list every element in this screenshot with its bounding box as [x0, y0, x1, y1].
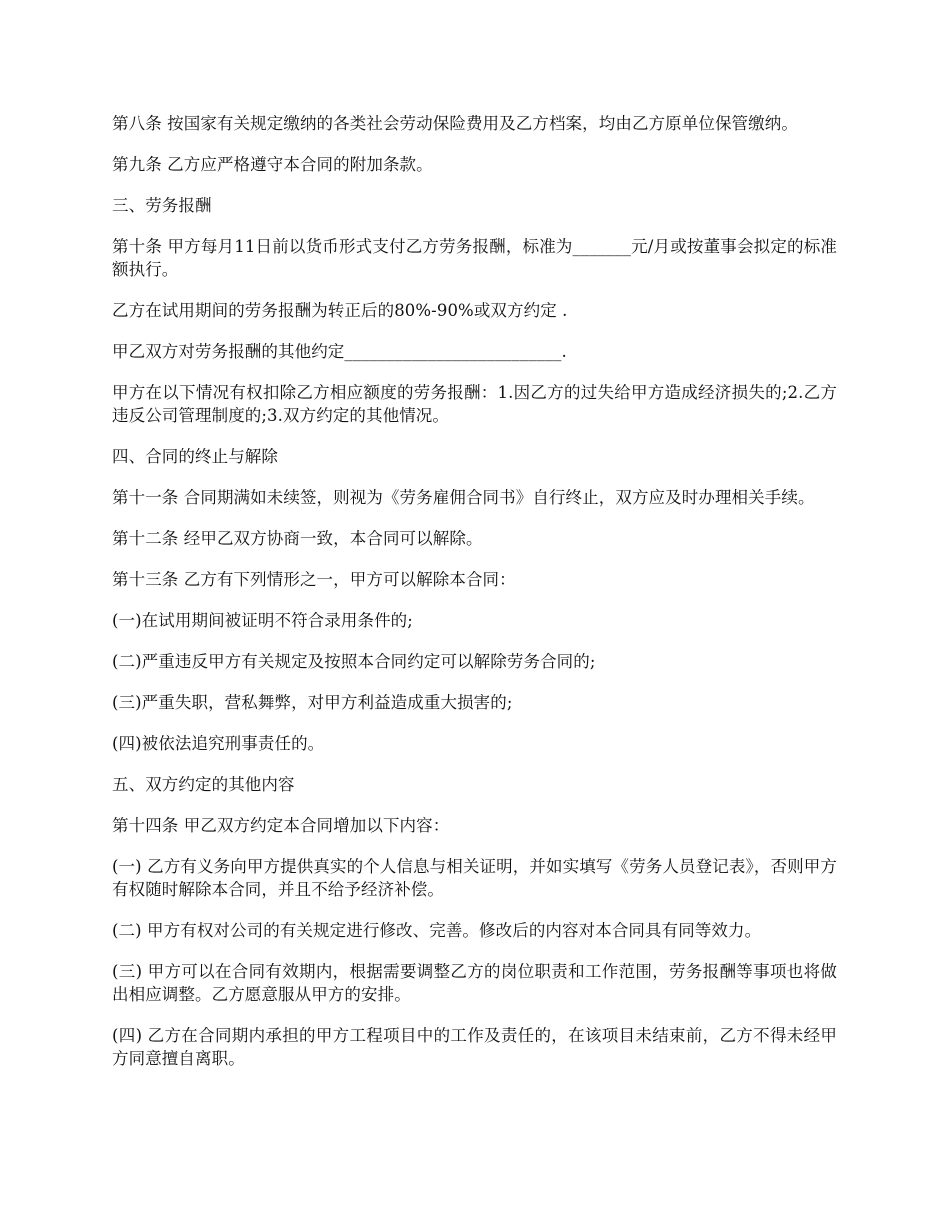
list-item: (三) 甲方可以在合同有效期内，根据需要调整乙方的岗位职责和工作范围，劳务报酬等事项也将做出相应调整。乙方愿意服从甲方的安排。: [112, 962, 837, 1004]
section-heading-other: 五、双方约定的其他内容: [112, 775, 295, 794]
list-item: (一) 乙方有义务向甲方提供真实的个人信息与相关证明，并如实填写《劳务人员登记表》，否则甲方有权随时解除本合同，并且不给予经济补偿。: [112, 857, 837, 899]
article-9: 第九条 乙方应严格遵守本合同的附加条款。: [112, 155, 433, 174]
document-body: [112, 112, 837, 1088]
article-14: 第十四条 甲乙双方约定本合同增加以下内容：: [112, 816, 450, 835]
list-item: (四)被依法追究刑事责任的。: [112, 734, 325, 753]
list-item: (二) 甲方有权对公司的有关规定进行修改、完善。修改后的内容对本合同具有同等效力。: [112, 921, 762, 940]
probation-remuneration: 乙方在试用期间的劳务报酬为转正后的80%-90%或双方约定 .: [112, 301, 568, 320]
other-remuneration-agreement: 甲乙双方对劳务报酬的其他约定__________________________.: [112, 342, 567, 361]
article-11: 第十一条 合同期满如未续签，则视为《劳务雇佣合同书》自行终止，双方应及时办理相关手续。: [112, 488, 815, 507]
section-heading-termination: 四、合同的终止与解除: [112, 447, 278, 466]
list-item: (三)严重失职，营私舞弊，对甲方利益造成重大损害的;: [112, 693, 513, 712]
list-item: (二)严重违反甲方有关规定及按照本合同约定可以解除劳务合同的;: [112, 652, 596, 671]
remuneration-deduction: 甲方在以下情况有权扣除乙方相应额度的劳务报酬：1.因乙方的过失给甲方造成经济损失的;2.乙方违反公司管理制度的;3.双方约定的其他情况。: [112, 383, 837, 425]
section-heading-remuneration: 三、劳务报酬: [112, 196, 212, 215]
article-10: 第十条 甲方每月11日前以货币形式支付乙方劳务报酬，标准为_______元/月或按董事会拟定的标准额执行。: [112, 237, 837, 279]
article-12: 第十二条 经甲乙双方协商一致，本合同可以解除。: [112, 529, 483, 548]
list-item: (一)在试用期间被证明不符合录用条件的;: [112, 611, 413, 630]
list-item: (四) 乙方在合同期内承担的甲方工程项目中的工作及责任的，在该项目未结束前，乙方不得未经甲方同意擅自离职。: [112, 1026, 837, 1068]
article-13: 第十三条 乙方有下列情形之一，甲方可以解除本合同：: [112, 570, 516, 589]
article-8: 第八条 按国家有关规定缴纳的各类社会劳动保险费用及乙方档案，均由乙方原单位保管缴纳。: [112, 114, 798, 133]
